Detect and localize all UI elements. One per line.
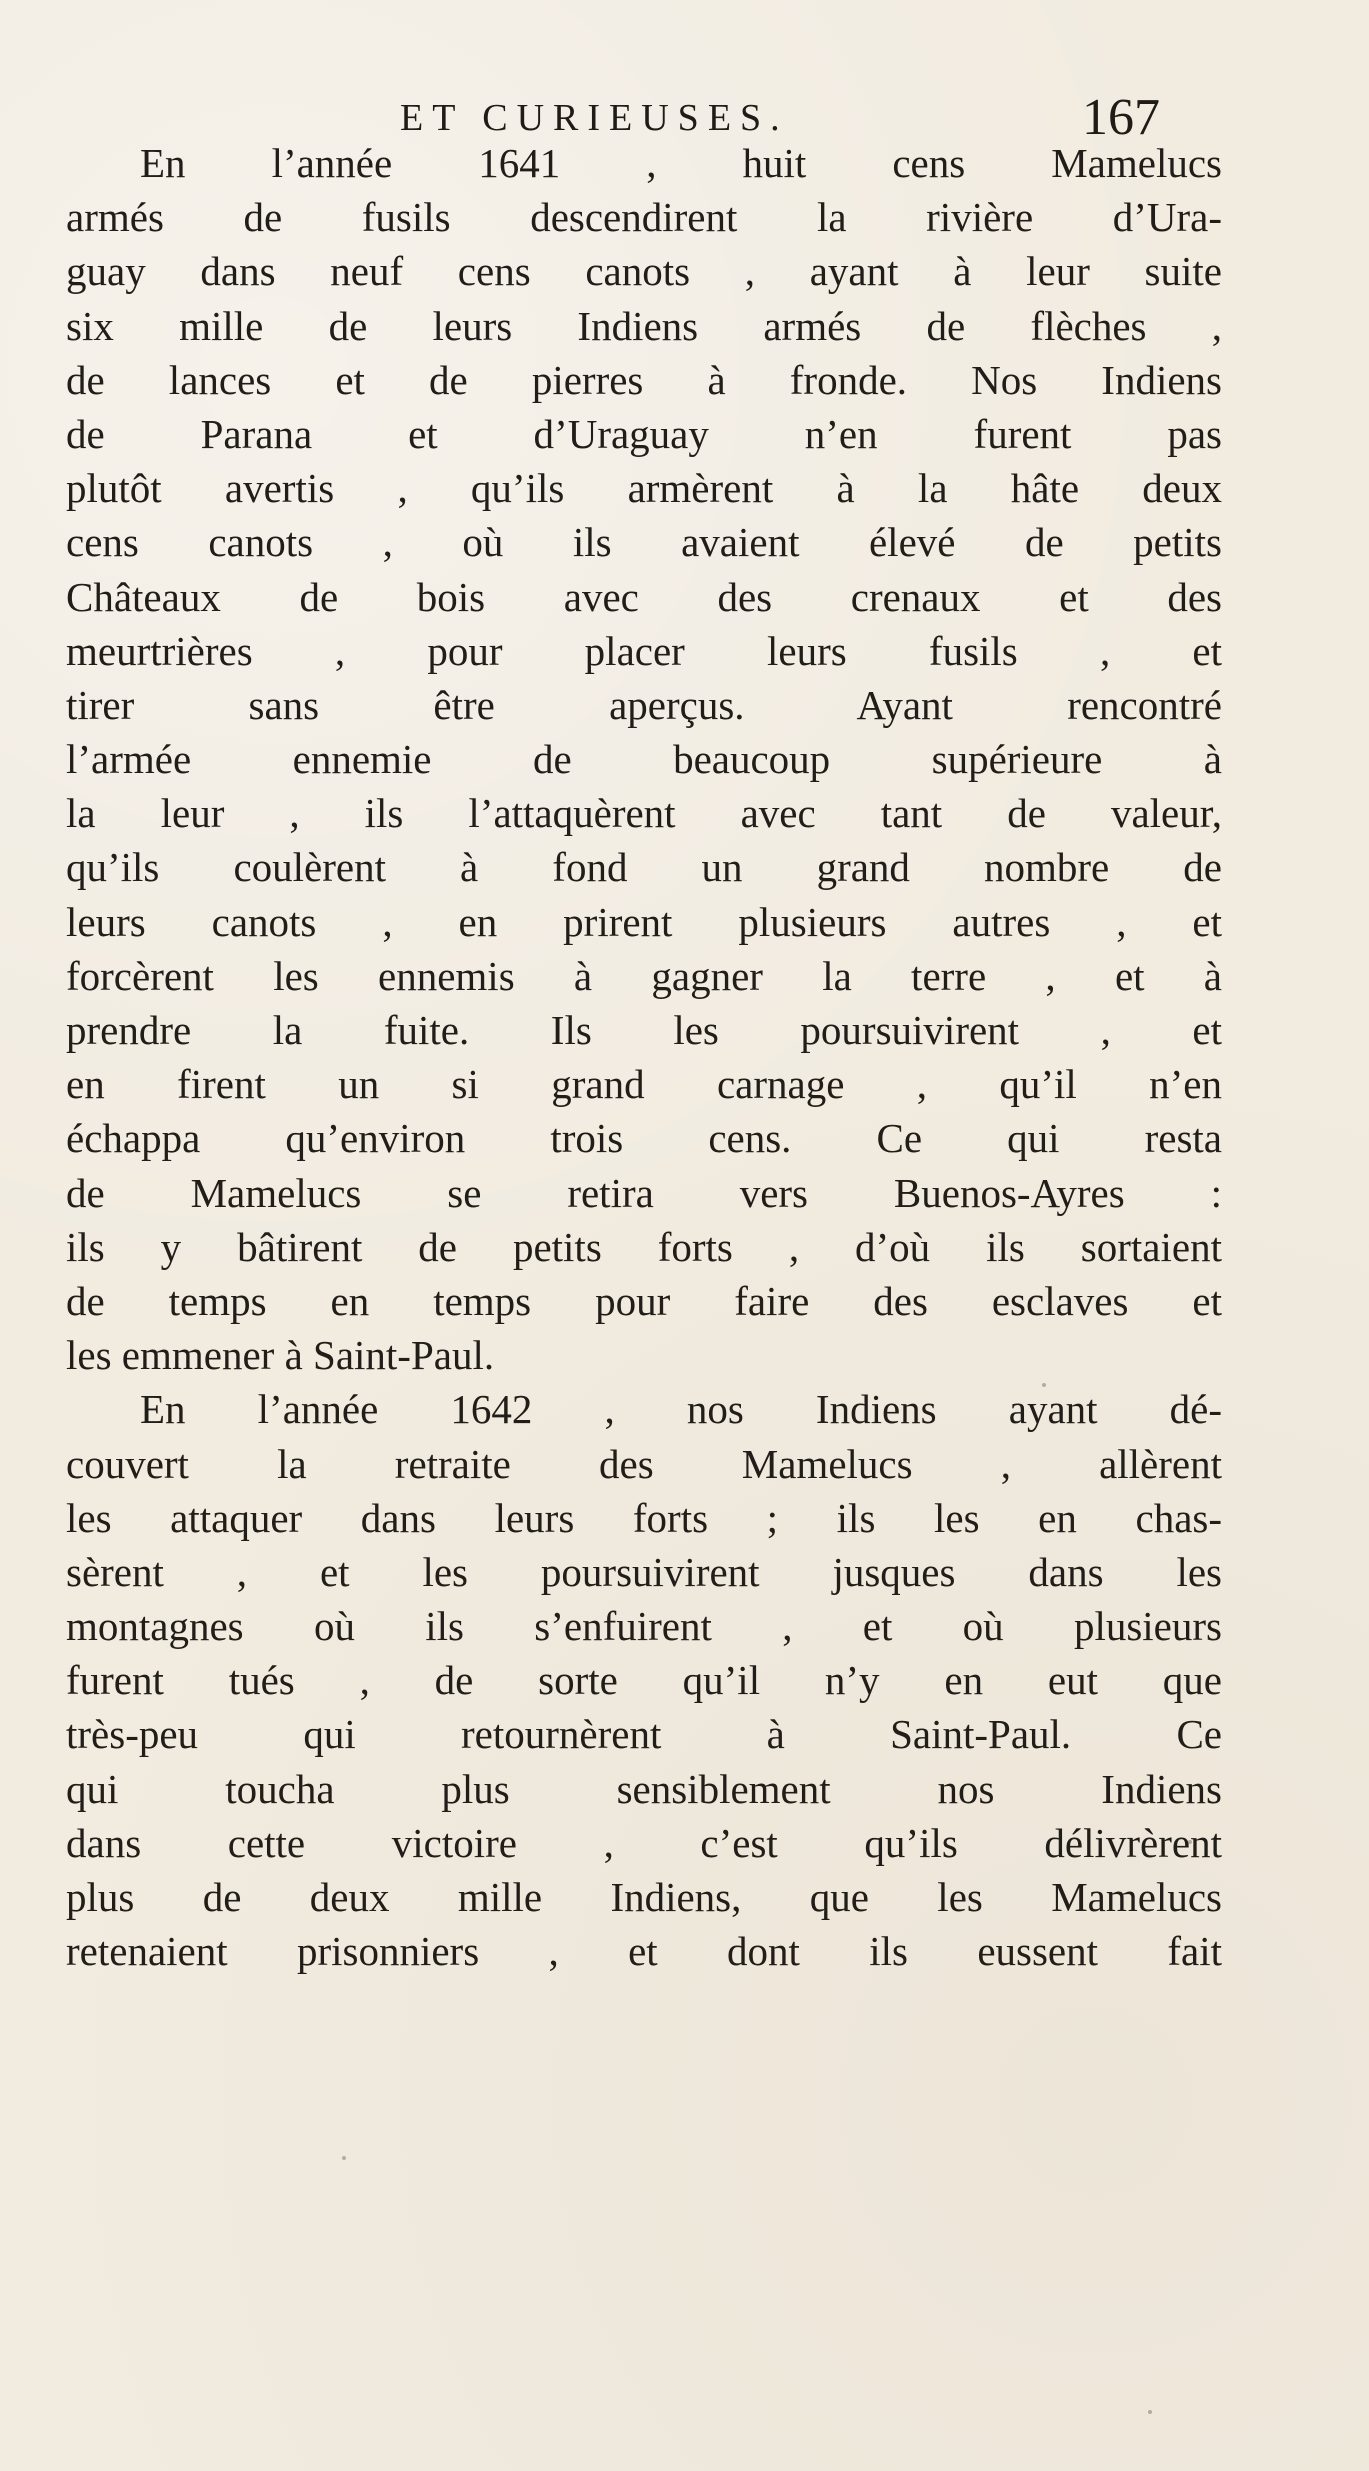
paper-speck — [1042, 1383, 1046, 1387]
text-line: sèrent , et les poursuivirent jusques dans les — [66, 1548, 1222, 1595]
text-line: plus de deux mille Indiens, que les Mamelucs — [66, 1874, 1222, 1920]
text-line: en firent un si grand carnage , qu’il n’en — [66, 1061, 1222, 1108]
text-line: très-peu qui retournèrent à Saint-Paul. Ce — [66, 1711, 1222, 1758]
text-line: Châteaux de bois avec des crenaux et des — [66, 573, 1222, 620]
text-line: dans cette victoire , c’est qu’ils délivrèrent — [66, 1819, 1222, 1866]
text-line: qu’ils coulèrent à fond un grand nombre de — [66, 844, 1222, 891]
running-title: ET CURIEUSES. — [400, 97, 789, 139]
text-line: meurtrières , pour placer leurs fusils , et — [66, 627, 1222, 674]
text-line: ils y bâtirent de petits forts , d’où ils sortaient — [66, 1223, 1222, 1270]
text-line: six mille de leurs Indiens armés de flèches , — [66, 302, 1222, 349]
paper-speck — [342, 2156, 346, 2160]
text-line: la leur , ils l’attaquèrent avec tant de valeur, — [66, 790, 1222, 837]
text-line: furent tués , de sorte qu’il n’y en eut que — [66, 1657, 1222, 1704]
paper-speck — [1188, 1840, 1192, 1844]
page-number: 167 — [1082, 89, 1160, 146]
text-line: retenaient prisonniers , et dont ils eussent fait — [66, 1928, 1222, 1975]
text-line: forcèrent les ennemis à gagner la terre , et à — [66, 952, 1222, 999]
paper-speck — [1148, 2410, 1152, 2414]
text-line: leurs canots , en prirent plusieurs autres , et — [66, 898, 1222, 945]
text-line: couvert la retraite des Mamelucs , allèrent — [66, 1440, 1222, 1487]
text-line: de lances et de pierres à fronde. Nos Indiens — [66, 356, 1222, 403]
text-line: guay dans neuf cens canots , ayant à leur suite — [66, 248, 1222, 295]
text-line: tirer sans être aperçus. Ayant rencontré — [66, 681, 1222, 728]
text-line: les emmener à Saint-Paul. — [66, 1332, 495, 1379]
text-line: les attaquer dans leurs forts ; ils les en chas- — [66, 1494, 1222, 1541]
text-line: En l’année 1642 , nos Indiens ayant dé- — [140, 1386, 1222, 1433]
text-line: de Parana et d’Uraguay n’en furent pas — [66, 410, 1222, 457]
text-line: qui toucha plus sensiblement nos Indiens — [66, 1765, 1222, 1812]
text-line: armés de fusils descendirent la rivière d’Ura- — [66, 194, 1222, 241]
text-line: de temps en temps pour faire des esclaves et — [66, 1277, 1222, 1324]
body-text — [66, 136, 1222, 1978]
text-line: l’armée ennemie de beaucoup supérieure à — [66, 736, 1222, 783]
text-line: échappa qu’environ trois cens. Ce qui resta — [66, 1115, 1222, 1162]
text-line: En l’année 1641 , huit cens Mamelucs — [140, 140, 1222, 186]
text-line: de Mamelucs se retira vers Buenos-Ayres : — [66, 1169, 1222, 1216]
text-line: cens canots , où ils avaient élevé de petits — [66, 519, 1222, 566]
text-line: montagnes où ils s’enfuirent , et où plusieurs — [66, 1603, 1222, 1650]
text-line: prendre la fuite. Ils les poursuivirent , et — [66, 1007, 1222, 1053]
text-line: plutôt avertis , qu’ils armèrent à la hâte deux — [66, 465, 1222, 512]
